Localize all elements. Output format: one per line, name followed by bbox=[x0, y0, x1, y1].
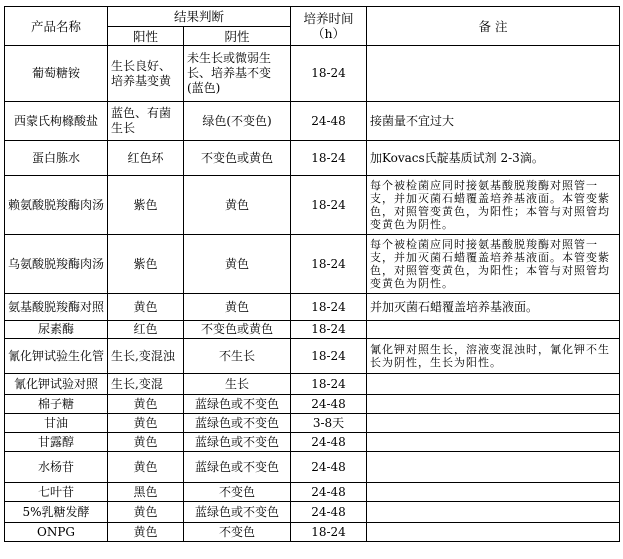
header-time-line2: （h） bbox=[311, 26, 346, 41]
cell-remark bbox=[367, 46, 620, 102]
cell-time: 24-48 bbox=[291, 433, 367, 452]
cell-product: 甘油 bbox=[5, 414, 108, 433]
table-row bbox=[5, 523, 620, 542]
cell-time: 18-24 bbox=[291, 294, 367, 321]
cell-negative: 不变色或黄色 bbox=[184, 321, 291, 339]
cell-negative: 蓝绿色或不变色 bbox=[184, 433, 291, 452]
table-row bbox=[5, 452, 620, 483]
cell-time: 18-24 bbox=[291, 141, 367, 176]
header-row-1 bbox=[5, 7, 620, 27]
cell-product: 尿素酶 bbox=[5, 321, 108, 339]
cell-remark bbox=[367, 374, 620, 395]
cell-product: 氰化钾试验生化管 bbox=[5, 339, 108, 374]
cell-negative: 未生长或微弱生长、培养基不变(蓝色) bbox=[184, 46, 291, 102]
table-row bbox=[5, 339, 620, 374]
cell-product: 蛋白胨水 bbox=[5, 141, 108, 176]
cell-negative: 绿色(不变色) bbox=[184, 102, 291, 141]
cell-time: 24-48 bbox=[291, 452, 367, 483]
cell-time: 18-24 bbox=[291, 235, 367, 294]
cell-positive: 生长,变混浊 bbox=[108, 339, 184, 374]
cell-product: 5%乳糖发酵 bbox=[5, 502, 108, 523]
header-remark: 备 注 bbox=[367, 7, 620, 46]
table-row bbox=[5, 374, 620, 395]
cell-remark bbox=[367, 452, 620, 483]
cell-time: 18-24 bbox=[291, 339, 367, 374]
biochemical-results-table bbox=[4, 6, 620, 542]
cell-remark bbox=[367, 502, 620, 523]
cell-positive: 紫色 bbox=[108, 235, 184, 294]
cell-remark bbox=[367, 523, 620, 542]
cell-product: 氰化钾试验对照 bbox=[5, 374, 108, 395]
table-row bbox=[5, 433, 620, 452]
cell-remark bbox=[367, 395, 620, 414]
header-positive: 阳性 bbox=[108, 27, 184, 46]
cell-negative: 蓝绿色或不变色 bbox=[184, 502, 291, 523]
cell-negative: 不变色 bbox=[184, 523, 291, 542]
cell-time: 18-24 bbox=[291, 46, 367, 102]
cell-time: 18-24 bbox=[291, 176, 367, 235]
cell-remark: 氰化钾对照生长，溶液变混浊时，氰化钾不生长为阴性，生长为阳性。 bbox=[367, 339, 620, 374]
cell-time: 24-48 bbox=[291, 483, 367, 502]
table-row bbox=[5, 46, 620, 102]
table-row bbox=[5, 176, 620, 235]
cell-product: 甘露醇 bbox=[5, 433, 108, 452]
cell-positive: 紫色 bbox=[108, 176, 184, 235]
cell-positive: 黄色 bbox=[108, 294, 184, 321]
cell-product: 葡萄糖铵 bbox=[5, 46, 108, 102]
cell-remark: 接菌量不宜过大 bbox=[367, 102, 620, 141]
cell-negative: 黄色 bbox=[184, 294, 291, 321]
cell-time: 18-24 bbox=[291, 523, 367, 542]
cell-time: 24-48 bbox=[291, 102, 367, 141]
cell-product: ONPG bbox=[5, 523, 108, 542]
cell-negative: 蓝绿色或不变色 bbox=[184, 452, 291, 483]
header-time-line1: 培养时间 bbox=[303, 11, 354, 26]
cell-positive: 生长,变混 bbox=[108, 374, 184, 395]
cell-positive: 黄色 bbox=[108, 433, 184, 452]
cell-product: 棉子糖 bbox=[5, 395, 108, 414]
cell-time: 3-8天 bbox=[291, 414, 367, 433]
cell-product: 七叶苷 bbox=[5, 483, 108, 502]
table-row bbox=[5, 294, 620, 321]
header-time bbox=[291, 7, 367, 46]
cell-positive: 黄色 bbox=[108, 523, 184, 542]
cell-negative: 黄色 bbox=[184, 235, 291, 294]
cell-product: 西蒙氏枸橼酸盐 bbox=[5, 102, 108, 141]
cell-negative: 黄色 bbox=[184, 176, 291, 235]
cell-time: 24-48 bbox=[291, 395, 367, 414]
cell-product: 赖氨酸脱羧酶肉汤 bbox=[5, 176, 108, 235]
table-row bbox=[5, 235, 620, 294]
cell-remark: 加Kovacs氏靛基质试剂 2-3滴。 bbox=[367, 141, 620, 176]
cell-positive: 红色 bbox=[108, 321, 184, 339]
cell-positive: 黄色 bbox=[108, 452, 184, 483]
cell-time: 18-24 bbox=[291, 374, 367, 395]
cell-positive: 黄色 bbox=[108, 414, 184, 433]
cell-remark: 并加灭菌石蜡覆盖培养基液面。 bbox=[367, 294, 620, 321]
cell-positive: 生长良好、培养基变黄 bbox=[108, 46, 184, 102]
cell-remark bbox=[367, 433, 620, 452]
cell-negative: 生长 bbox=[184, 374, 291, 395]
table-row bbox=[5, 395, 620, 414]
cell-negative: 蓝绿色或不变色 bbox=[184, 395, 291, 414]
cell-positive: 蓝色、有菌生长 bbox=[108, 102, 184, 141]
cell-time: 24-48 bbox=[291, 502, 367, 523]
cell-remark: 每个被检菌应同时接氨基酸脱羧酶对照管一支，并加灭菌石蜡覆盖培养基液面。本管变紫色，对照管变黄色，为阳性；本管与对照管均变黄色为阴性。 bbox=[367, 176, 620, 235]
table-row bbox=[5, 141, 620, 176]
results-table-container bbox=[4, 6, 620, 542]
cell-positive: 黄色 bbox=[108, 502, 184, 523]
cell-negative: 不变色 bbox=[184, 483, 291, 502]
cell-product: 水杨苷 bbox=[5, 452, 108, 483]
cell-remark bbox=[367, 483, 620, 502]
cell-remark bbox=[367, 414, 620, 433]
table-row bbox=[5, 502, 620, 523]
cell-positive: 黑色 bbox=[108, 483, 184, 502]
cell-time: 18-24 bbox=[291, 321, 367, 339]
table-row bbox=[5, 414, 620, 433]
table-row bbox=[5, 321, 620, 339]
cell-negative: 不生长 bbox=[184, 339, 291, 374]
cell-negative: 蓝绿色或不变色 bbox=[184, 414, 291, 433]
table-row bbox=[5, 483, 620, 502]
cell-positive: 红色环 bbox=[108, 141, 184, 176]
cell-product: 乌氨酸脱羧酶肉汤 bbox=[5, 235, 108, 294]
header-product: 产品名称 bbox=[5, 7, 108, 46]
cell-remark bbox=[367, 321, 620, 339]
cell-product: 氨基酸脱羧酶对照 bbox=[5, 294, 108, 321]
header-result: 结果判断 bbox=[108, 7, 291, 27]
header-negative: 阴性 bbox=[184, 27, 291, 46]
cell-remark: 每个被检菌应同时接氨基酸脱羧酶对照管一支，并加灭菌石蜡覆盖培养基液面。本管变紫色，对照管变黄色，为阳性；本管与对照管均变黄色为阴性。 bbox=[367, 235, 620, 294]
table-row bbox=[5, 102, 620, 141]
cell-positive: 黄色 bbox=[108, 395, 184, 414]
cell-negative: 不变色或黄色 bbox=[184, 141, 291, 176]
